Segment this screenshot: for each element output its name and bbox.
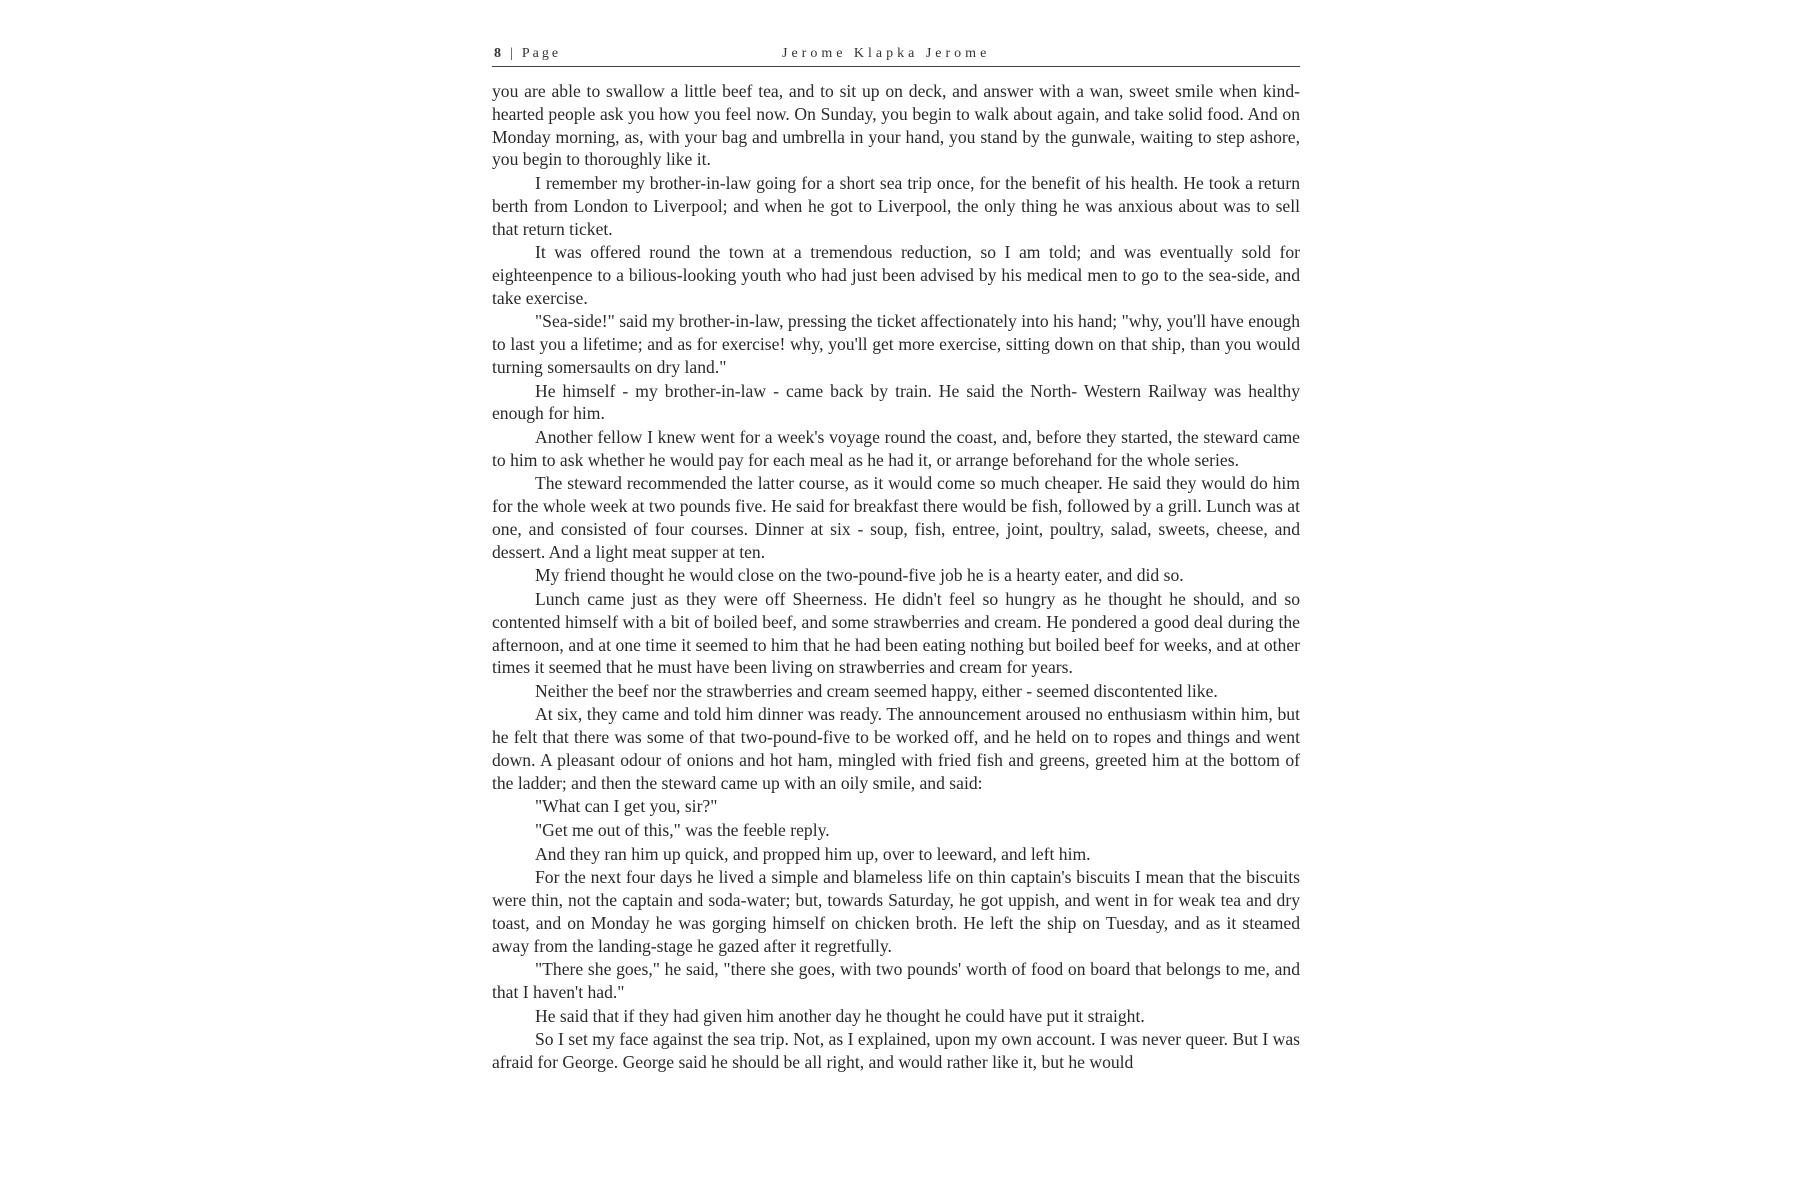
paragraph: Lunch came just as they were off Sheerness. He didn't feel so hungry as he thought he should, and so contented himself with a bit of boiled beef, and some strawberries and cream. He pondered a good deal during the afternoon, and at one time it seemed to him that he had been eating nothing but boiled beef for weeks, and at other times it seemed that he must have been living on strawberries and cream for years. (492, 588, 1300, 678)
paragraph: Another fellow I knew went for a week's voyage round the coast, and, before they started, the steward came to him to ask whether he would pay for each meal as he had it, or arrange beforehand for the whole series. (492, 426, 1300, 470)
document-page (492, 44, 1300, 1075)
paragraph: I remember my brother-in-law going for a short sea trip once, for the benefit of his health. He took a return berth from London to Liverpool; and when he got to Liverpool, the only thing he was anxious about was to sell that return ticket. (492, 172, 1300, 239)
paragraph: He himself - my brother-in-law - came back by train. He said the North- Western Railway was healthy enough for him. (492, 380, 1300, 424)
paragraph: It was offered round the town at a tremendous reduction, so I am told; and was eventually sold for eighteenpence to a bilious-looking youth who had just been advised by his medical men to go to the sea-side, and take exercise. (492, 242, 1300, 308)
paragraph: "What can I get you, sir?" (535, 796, 718, 817)
paragraph: My friend thought he would close on the two-pound-five job he is a hearty eater, and did so. (535, 565, 1184, 586)
header-separator: | (510, 46, 516, 61)
paragraph: He said that if they had given him another day he thought he could have put it straight. (535, 1005, 1145, 1026)
paragraph: And they ran him up quick, and propped him up, over to leeward, and left him. (535, 843, 1091, 864)
paragraph: "Sea-side!" said my brother-in-law, pressing the ticket affectionately into his hand; "why, you'll have enough to last you a lifetime; and as for exercise! why, you'll get more exercise, sitting down on that ship, than you would turning somersaults on dry land." (492, 311, 1300, 377)
paragraph: At six, they came and told him dinner was ready. The announcement aroused no enthusiasm within him, but he felt that there was some of that two-pound-five to be worked off, and he held on to ropes and things and went down. A pleasant odour of onions and hot ham, mingled with fried fish and greens, greeted him at the bottom of the ladder; and then the steward came up with an oily smile, and said: (492, 704, 1300, 793)
running-title: Jerome Klapka Jerome (782, 46, 991, 61)
paragraph: For the next four days he lived a simple and blameless life on thin captain's biscuits I mean that the biscuits were thin, not the captain and soda-water; but, towards Saturday, he got uppish, and went in for weak tea and dry toast, and on Monday he was gorging himself on chicken broth. He left the ship on Tuesday, and as it steamed away from the landing-stage he gazed after it regretfully. (492, 867, 1300, 956)
running-header (492, 44, 1300, 67)
body-text (492, 80, 1300, 1074)
page-label: Page (521, 46, 562, 61)
paragraph: "There she goes," he said, "there she goes, with two pounds' worth of food on board that belongs to me, and that I haven't had." (492, 959, 1300, 1003)
paragraph: The steward recommended the latter course, as it would come so much cheaper. He said they would do him for the whole week at two pounds five. He said for breakfast there would be fish, followed by a grill. Lunch was at one, and consisted of four courses. Dinner at six - soup, fish, entree, joint, poultry, salad, sweets, cheese, and dessert. And a light meat supper at ten. (492, 473, 1300, 562)
page-number-group (494, 46, 561, 62)
page-number: 8 (494, 46, 504, 61)
paragraph: you are able to swallow a little beef tea, and to sit up on deck, and answer with a wan, sweet smile when kind-hearted people ask you how you feel now. On Sunday, you begin to walk about again, and take solid food. And on Monday morning, as, with your bag and umbrella in your hand, you stand by the gunwale, waiting to step ashore, you begin to thoroughly like it. (492, 81, 1300, 170)
paragraph: "Get me out of this," was the feeble reply. (535, 820, 830, 841)
paragraph: Neither the beef nor the strawberries and cream seemed happy, either - seemed discontented like. (535, 680, 1218, 701)
paragraph: So I set my face against the sea trip. Not, as I explained, upon my own account. I was never queer. But I was afraid for George. George said he should be all right, and would rather like it, but he would (492, 1029, 1300, 1073)
